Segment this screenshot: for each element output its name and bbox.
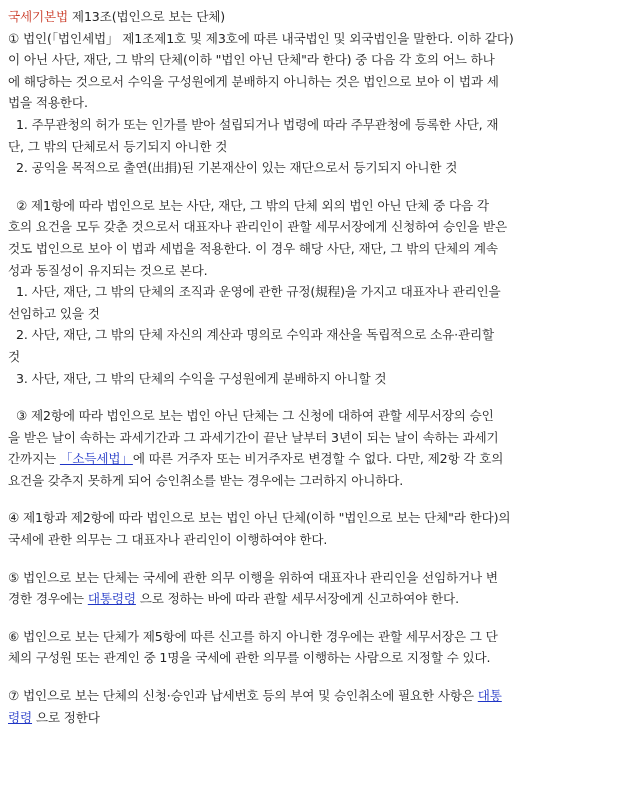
paragraph-6 — [8, 626, 623, 669]
text-segment: 으로 정한다 — [32, 709, 100, 725]
paragraph-line: 이 아닌 사단, 재단, 그 밖의 단체(이하 "법인 아닌 단체"라 한다) 중 다음 각 호의 어느 하나 — [8, 52, 495, 68]
paragraph-line: 체의 구성원 또는 관계인 중 1명을 국세에 관한 의무를 이행하는 사람으로 지정할 수 있다. — [8, 650, 491, 666]
list-item: 1. 사단, 재단, 그 밖의 단체의 조직과 운영에 관한 규정(規程)을 가지고 대표자나 관리인을 — [16, 284, 501, 300]
list-item: 3. 사단, 재단, 그 밖의 단체의 수익을 구성원에게 분배하지 아니할 것 — [16, 370, 387, 386]
paragraph-line: 법을 적용한다. — [8, 95, 88, 111]
list-item: 2. 공익을 목적으로 출연(出捐)된 기본재산이 있는 재단으로서 등기되지 아니한 것 — [16, 160, 458, 176]
law-name: 국세기본법 — [8, 9, 69, 24]
text-segment: 경한 경우에는 — [8, 591, 88, 607]
paragraph-3 — [8, 405, 623, 491]
paragraph-1 — [8, 28, 623, 179]
paragraph-5 — [8, 567, 623, 610]
presidential-decree-link[interactable]: 대통령령 — [87, 591, 136, 607]
paragraph-4 — [8, 507, 623, 550]
paragraph-line — [8, 707, 623, 729]
paragraph-line: ⑥ 법인으로 보는 단체가 제5항에 따른 신고를 하지 아니한 경우에는 관할 세무서장은 그 단 — [8, 628, 498, 644]
income-tax-act-link[interactable]: 「소득세법」 — [59, 451, 133, 467]
presidential-decree-link-continuation[interactable]: 령령 — [8, 709, 33, 725]
list-item: 1. 주무관청의 허가 또는 인가를 받아 설립되거나 법령에 따라 주무관청에 등록한 사단, 재 — [16, 116, 499, 132]
paragraph-7 — [8, 685, 623, 728]
article-header — [8, 6, 623, 28]
paragraph-2 — [8, 195, 623, 389]
list-item: 2. 사단, 재단, 그 밖의 단체 자신의 계산과 명의로 수익과 재산을 독립적으로 소유·관리할 — [16, 327, 495, 343]
text-segment: 간까지는 — [8, 451, 60, 467]
paragraph-line: ② 제1항에 따라 법인으로 보는 사단, 재단, 그 밖의 단체 외의 법인 아닌 단체 중 다음 각 — [16, 197, 489, 213]
paragraph-line: 성과 동질성이 유지되는 것으로 본다. — [8, 262, 208, 278]
text-segment: 에 따른 거주자 또는 비거주자로 변경할 수 없다. 다만, 제2항 각 호의 — [132, 451, 504, 467]
presidential-decree-link[interactable]: 대통 — [477, 688, 502, 704]
text-segment: ⑦ 법인으로 보는 단체의 신청·승인과 납세번호 등의 부여 및 승인취소에 필요한 사항은 — [8, 688, 478, 704]
paragraph-line — [8, 685, 623, 707]
paragraph-line — [8, 448, 623, 470]
paragraph-line: 것도 법인으로 보아 이 법과 세법을 적용한다. 이 경우 해당 사단, 재단, 그 밖의 단체의 계속 — [8, 240, 498, 256]
paragraph-line: ① 법인(「법인세법」 제1조제1호 및 제3호에 따른 내국법인 및 외국법인을 말한다. 이하 같다) — [8, 30, 514, 46]
paragraph-line: 국세에 관한 의무는 그 대표자나 관리인이 이행하여야 한다. — [8, 532, 328, 548]
paragraph-line: ④ 제1항과 제2항에 따라 법인으로 보는 법인 아닌 단체(이하 "법인으로 보는 단체"라 한다)의 — [8, 510, 511, 526]
list-item-continuation: 단, 그 밖의 단체로서 등기되지 아니한 것 — [8, 138, 228, 154]
paragraph-line: ⑤ 법인으로 보는 단체는 국세에 관한 의무 이행을 위하여 대표자나 관리인을 선임하거나 변 — [8, 569, 498, 585]
paragraph-line — [8, 588, 623, 610]
paragraph-line: 을 받은 날이 속하는 과세기간과 그 과세기간이 끝난 날부터 3년이 되는 날이 속하는 과세기 — [8, 429, 499, 445]
list-item-continuation: 것 — [8, 348, 21, 364]
text-segment: 으로 정하는 바에 따라 관할 세무서장에게 신고하여야 한다. — [135, 591, 459, 607]
paragraph-line: ③ 제2항에 따라 법인으로 보는 법인 아닌 단체는 그 신청에 대하여 관할 세무서장의 승인 — [16, 408, 494, 424]
article-title: 제13조(법인으로 보는 단체) — [68, 9, 226, 24]
paragraph-line: 호의 요건을 모두 갖춘 것으로서 대표자나 관리인이 관할 세무서장에게 신청하여 승인을 받은 — [8, 219, 507, 235]
paragraph-line: 에 해당하는 것으로서 수익을 구성원에게 분배하지 아니하는 것은 법인으로 보아 이 법과 세 — [8, 73, 499, 89]
paragraph-line: 요건을 갖추지 못하게 되어 승인취소를 받는 경우에는 그러하지 아니하다. — [8, 472, 404, 488]
list-item-continuation: 선임하고 있을 것 — [8, 305, 100, 321]
